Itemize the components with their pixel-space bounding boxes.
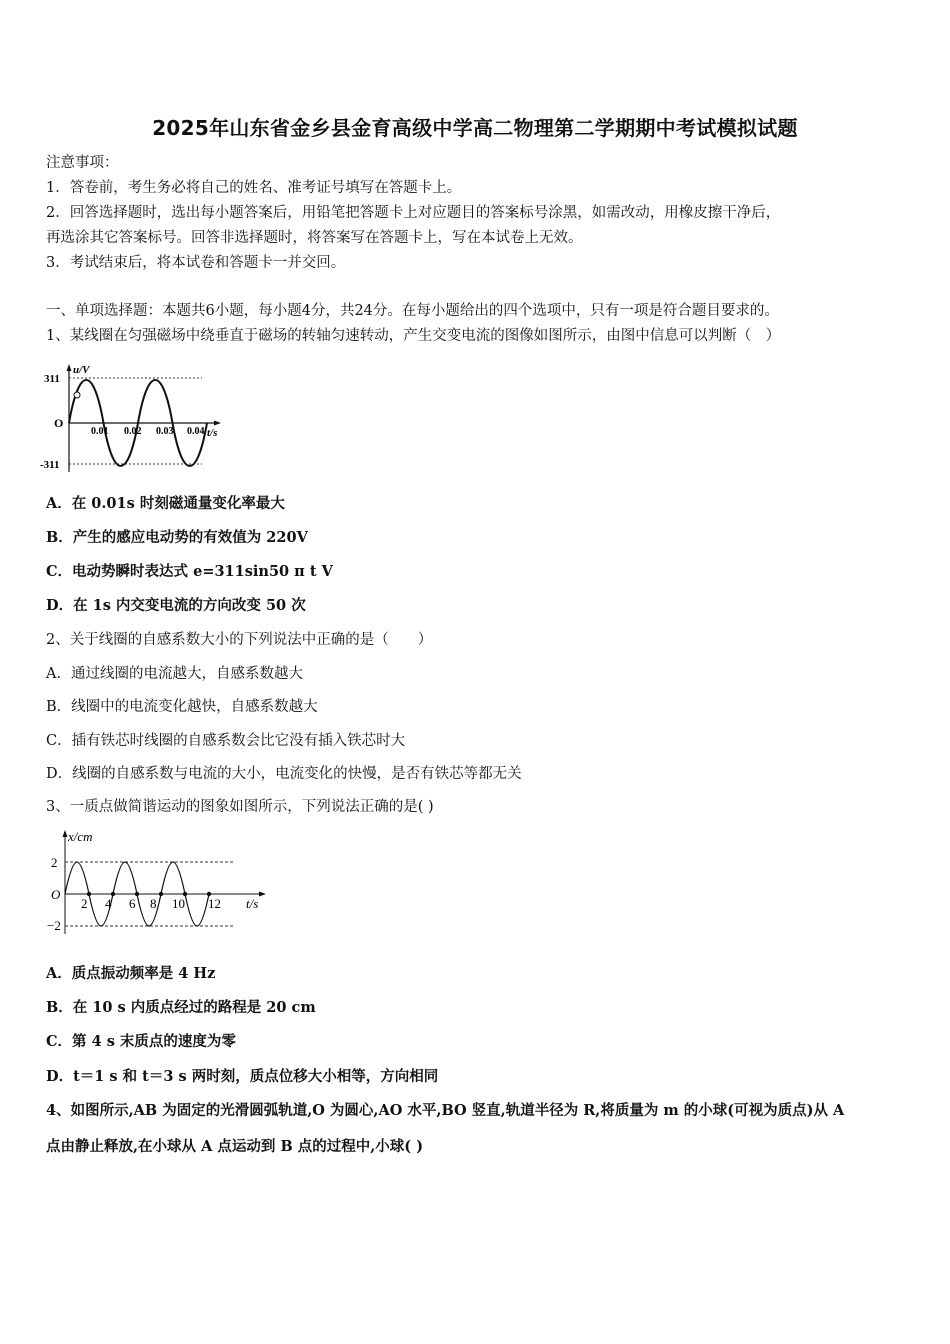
x-tick: 0.02 — [124, 426, 142, 437]
option: A．通过线圈的电流越大，自感系数越大 — [46, 666, 303, 682]
option: A．在 0.01s 时刻磁通量变化率最大 — [46, 495, 285, 512]
question-stem: 2、关于线圈的自感系数大小的下列说法中正确的是（ ） — [46, 632, 433, 648]
option: B．产生的感应电动势的有效值为 220V — [46, 529, 308, 546]
notice-item: 再选涂其它答案标号。回答非选择题时，将答案写在答题卡上，写在本试卷上无效。 — [46, 230, 583, 246]
option: D．t＝1 s 和 t＝3 s 两时刻，质点位移大小相等，方向相同 — [46, 1068, 439, 1085]
x-tick: 2 — [81, 896, 88, 911]
notice-item: 3．考试结束后，将本试卷和答题卡一并交回。 — [46, 255, 346, 271]
y-tick: −2 — [47, 918, 61, 933]
option: B．线圈中的电流变化越快，自感系数越大 — [46, 699, 318, 715]
page-title: 2025年山东省金乡县金育高级中学高二物理第二学期期中考试模拟试题 — [152, 116, 798, 140]
option: D．线圈的自感系数与电流的大小，电流变化的快慢，是否有铁芯等都无关 — [46, 766, 522, 782]
origin-label: O — [51, 887, 61, 902]
x-axis-label: t/s — [207, 427, 218, 439]
y-tick: -311 — [40, 459, 60, 471]
sine-curve — [69, 372, 202, 464]
notice-heading: 注意事项： — [46, 155, 119, 171]
y-axis-label: x/cm — [68, 829, 93, 844]
question-stem: 1、某线圈在匀强磁场中绕垂直于磁场的转轴匀速转动，产生交变电流的图像如图所示，由图中信息可以判断（ ） — [46, 328, 781, 344]
q3-graph — [44, 826, 274, 938]
y-tick: 311 — [44, 373, 60, 385]
question-stem: 3、一质点做简谐运动的图象如图所示，下列说法正确的是( ) — [46, 799, 434, 815]
option: B．在 10 s 内质点经过的路程是 20 cm — [46, 999, 316, 1016]
y-axis-label: u/V — [73, 364, 90, 376]
x-axis-label: t/s — [246, 896, 259, 911]
option: C．插有铁芯时线圈的自感系数会比它没有插入铁芯时大 — [46, 733, 406, 749]
option: D．在 1s 内交变电流的方向改变 50 次 — [46, 597, 306, 614]
x-tick: 12 — [208, 896, 221, 911]
x-tick: 10 — [172, 896, 185, 911]
x-tick: 4 — [105, 896, 112, 911]
q1-graph — [42, 362, 232, 474]
origin-label: O — [54, 416, 64, 430]
section-heading: 一、单项选择题：本题共6小题，每小题4分，共24分。在每小题给出的四个选项中，只有一项是符合题目要求的。 — [46, 303, 779, 319]
x-tick: 0.03 — [156, 426, 174, 437]
option: A．质点振动频率是 4 Hz — [46, 965, 216, 982]
y-tick: 2 — [51, 855, 58, 870]
x-tick: 0.01 — [91, 426, 109, 437]
question-stem: 点由静止释放,在小球从 A 点运动到 B 点的过程中,小球( ) — [46, 1138, 424, 1155]
option: C．第 4 s 末质点的速度为零 — [46, 1033, 236, 1050]
x-tick: 6 — [129, 896, 136, 911]
notice-item: 2．回答选择题时，选出每小题答案后，用铅笔把答题卡上对应题目的答案标号涂黑，如需改动，用橡皮擦干净后， — [46, 205, 781, 221]
question-stem: 4、如图所示,AB 为固定的光滑圆弧轨道,O 为圆心,AO 水平,BO 竖直,轨道半径为 R,将质量为 m 的小球(可视为质点)从 A — [46, 1102, 845, 1119]
x-tick: 0.04 — [187, 426, 205, 437]
x-tick: 8 — [150, 896, 157, 911]
option: C．电动势瞬时表达式 e=311sin50 π t V — [46, 563, 333, 580]
notice-item: 1．答卷前，考生务必将自己的姓名、准考证号填写在答题卡上。 — [46, 180, 462, 196]
